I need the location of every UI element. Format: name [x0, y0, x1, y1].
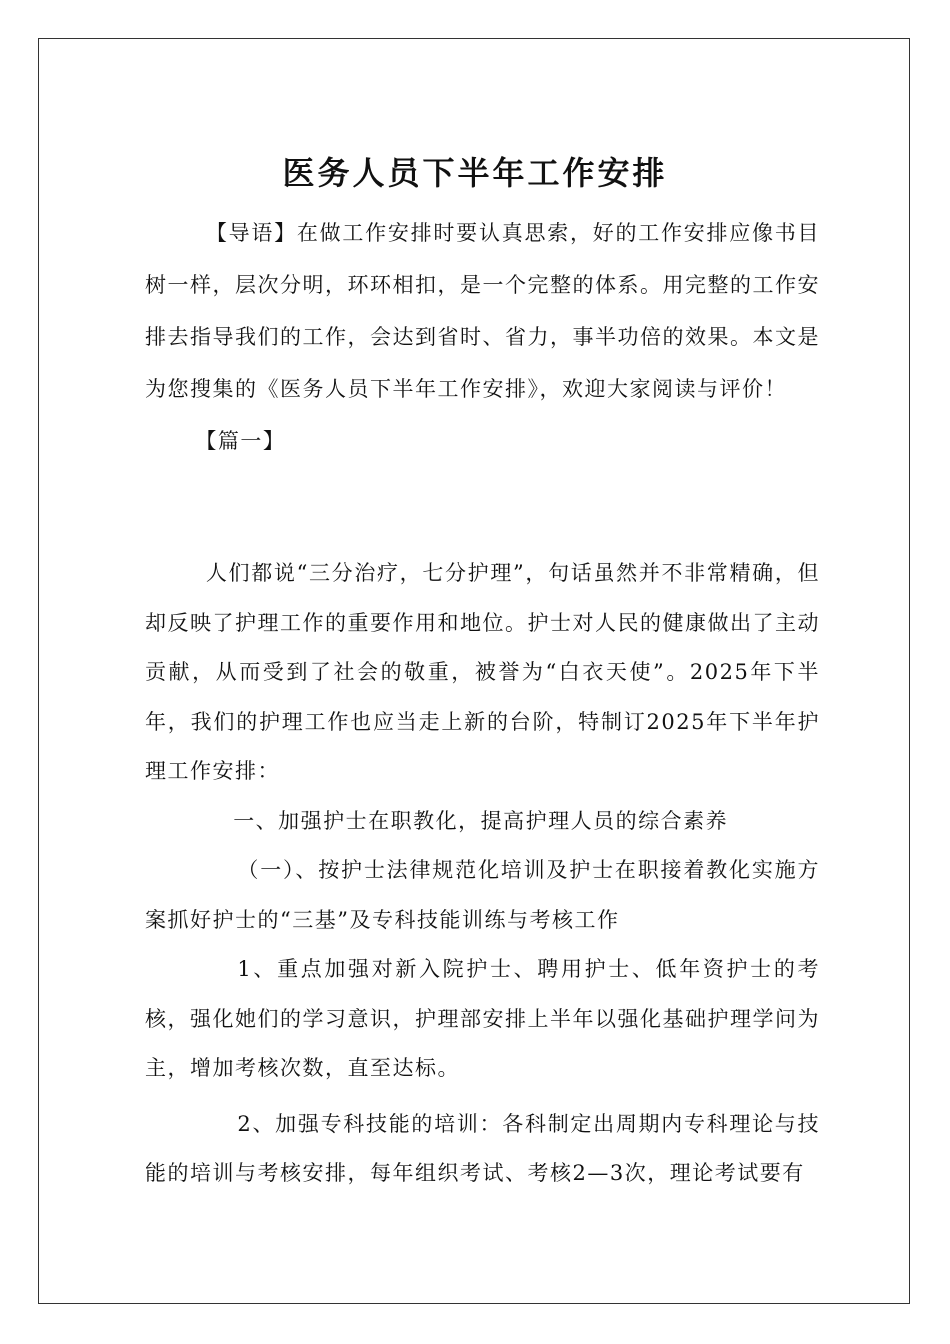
main-block [145, 549, 820, 1199]
item-1: 1、重点加强对新入院护士、聘用护士、低年资护士的考核，强化她们的学习意识，护理部安排上半年以强化基础护理学问为主，增加考核次数，直至达标。 [145, 957, 820, 1080]
intro-paragraph: 【导语】在做工作安排时要认真思索，好的工作安排应像书目树一样，层次分明，环环相扣，是一个完整的体系。用完整的工作安排去指导我们的工作，会达到省时、省力，事半功倍的效果。本文是为您搜集的《医务人员下半年工作安排》，欢迎大家阅读与评价！ [145, 221, 820, 401]
section-label: 【篇一】 [195, 429, 286, 453]
item-2: 2、加强专科技能的培训：各科制定出周期内专科理论与技能的培训与考核安排，每年组织考试、考核2—3次，理论考试要有 [145, 1111, 820, 1185]
document-title: 医务人员下半年工作安排 [282, 154, 668, 193]
heading-1: 一、加强护士在职教化，提高护理人员的综合素养 [233, 808, 729, 833]
paragraph-1: 人们都说“三分治疗，七分护理”，句话虽然并不非常精确，但却反映了护理工作的重要作用和地位。护士对人民的健康做出了主动贡献，从而受到了社会的敬重，被誉为“白衣天使”。2025年下半年，我们的护理工作也应当走上新的台阶，特制订2025年下半年护理工作安排： [145, 561, 820, 783]
heading-1-1: （一）、按护士法律规范化培训及护士在职接着教化实施方案抓好护士的“三基”及专科技能训练与考核工作 [145, 858, 820, 932]
intro-block [145, 207, 820, 467]
